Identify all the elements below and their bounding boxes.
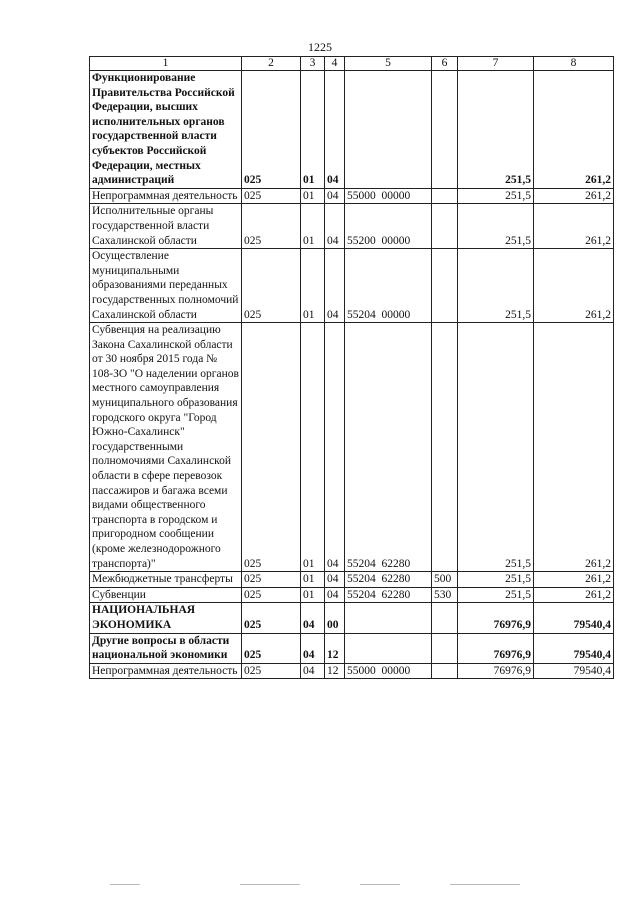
row-section: 01 (301, 249, 325, 323)
row-target-article (345, 71, 432, 189)
row-target-article: 55204 62280 (345, 572, 432, 588)
row-target-article (345, 633, 432, 663)
row-target-article: 55000 00000 (345, 188, 432, 204)
row-target-article: 55204 62280 (345, 323, 432, 572)
row-admin-code: 025 (242, 633, 301, 663)
row-amount-col7: 76976,9 (458, 663, 534, 679)
row-name: Осуществление муниципальными образованиями переданных государственных полномочий Сахалинской области (90, 249, 242, 323)
row-target-article: 55000 00000 (345, 663, 432, 679)
table-row (90, 633, 614, 663)
row-expense-type (432, 323, 458, 572)
row-section: 01 (301, 323, 325, 572)
row-amount-col8: 261,2 (534, 323, 614, 572)
row-amount-col8: 261,2 (534, 188, 614, 204)
row-admin-code: 025 (242, 204, 301, 249)
row-amount-col7: 251,5 (458, 188, 534, 204)
table-row (90, 188, 614, 204)
row-expense-type: 500 (432, 572, 458, 588)
row-admin-code: 025 (242, 572, 301, 588)
table-row (90, 587, 614, 603)
header-col-4: 4 (325, 57, 345, 71)
row-expense-type (432, 249, 458, 323)
row-name: Непрограммная деятельность (90, 663, 242, 679)
row-amount-col8: 261,2 (534, 587, 614, 603)
row-admin-code: 025 (242, 663, 301, 679)
header-col-5: 5 (345, 57, 432, 71)
row-amount-col8: 79540,4 (534, 633, 614, 663)
row-amount-col8: 261,2 (534, 71, 614, 189)
row-section: 01 (301, 587, 325, 603)
row-amount-col8: 261,2 (534, 249, 614, 323)
row-subsection: 04 (325, 249, 345, 323)
row-section: 01 (301, 204, 325, 249)
row-expense-type (432, 663, 458, 679)
row-expense-type (432, 204, 458, 249)
header-col-2: 2 (242, 57, 301, 71)
row-expense-type (432, 603, 458, 633)
table-row (90, 603, 614, 633)
row-amount-col8: 79540,4 (534, 663, 614, 679)
row-name: Межбюджетные трансферты (90, 572, 242, 588)
row-name: Субвенция на реализацию Закона Сахалинской области от 30 ноября 2015 года № 108-ЗО "О наделении органов местного самоуправления муниципального образования городского округа "Город Южно-Сахалинск" государственными полномочиями Сахалинской области в сфере перевозок пассажиров и багажа всеми видами общественного транспорта в городском и пригородном сообщении (кроме железнодорожного транспорта)" (90, 323, 242, 572)
row-subsection: 04 (325, 204, 345, 249)
table-row (90, 572, 614, 588)
row-target-article: 55204 00000 (345, 249, 432, 323)
row-name: Функционирование Правительства Российской Федерации, высших исполнительных органов государственной власти субъектов Российской Федерации, местных администраций (90, 71, 242, 189)
header-col-7: 7 (458, 57, 534, 71)
row-amount-col7: 76976,9 (458, 603, 534, 633)
row-section: 04 (301, 603, 325, 633)
row-admin-code: 025 (242, 323, 301, 572)
row-name: Исполнительные органы государственной власти Сахалинской области (90, 204, 242, 249)
row-admin-code: 025 (242, 249, 301, 323)
budget-table (89, 56, 614, 679)
row-section: 01 (301, 71, 325, 189)
row-amount-col8: 261,2 (534, 204, 614, 249)
row-expense-type (432, 633, 458, 663)
header-col-6: 6 (432, 57, 458, 71)
row-admin-code: 025 (242, 71, 301, 189)
row-target-article: 55204 62280 (345, 587, 432, 603)
row-subsection: 04 (325, 572, 345, 588)
table-row (90, 71, 614, 189)
row-subsection: 04 (325, 188, 345, 204)
row-section: 01 (301, 572, 325, 588)
row-admin-code: 025 (242, 188, 301, 204)
row-amount-col7: 251,5 (458, 204, 534, 249)
row-admin-code: 025 (242, 587, 301, 603)
row-amount-col7: 251,5 (458, 572, 534, 588)
header-col-8: 8 (534, 57, 614, 71)
row-name: НАЦИОНАЛЬНАЯ ЭКОНОМИКА (90, 603, 242, 633)
row-name: Субвенции (90, 587, 242, 603)
row-target-article: 55200 00000 (345, 204, 432, 249)
row-amount-col8: 79540,4 (534, 603, 614, 633)
header-col-1: 1 (90, 57, 242, 71)
row-subsection: 04 (325, 323, 345, 572)
row-name: Непрограммная деятельность (90, 188, 242, 204)
row-name: Другие вопросы в области национальной экономики (90, 633, 242, 663)
row-expense-type: 530 (432, 587, 458, 603)
row-subsection: 12 (325, 663, 345, 679)
row-amount-col7: 251,5 (458, 587, 534, 603)
page-number: 1225 (308, 40, 332, 54)
scan-noise (0, 880, 640, 892)
row-section: 01 (301, 188, 325, 204)
row-target-article (345, 603, 432, 633)
header-row (90, 57, 614, 71)
table-row (90, 249, 614, 323)
table-row (90, 323, 614, 572)
row-amount-col7: 76976,9 (458, 633, 534, 663)
row-expense-type (432, 71, 458, 189)
row-amount-col7: 251,5 (458, 323, 534, 572)
row-subsection: 04 (325, 587, 345, 603)
row-amount-col8: 261,2 (534, 572, 614, 588)
row-section: 04 (301, 633, 325, 663)
header-col-3: 3 (301, 57, 325, 71)
row-section: 04 (301, 663, 325, 679)
row-amount-col7: 251,5 (458, 249, 534, 323)
row-amount-col7: 251,5 (458, 71, 534, 189)
row-expense-type (432, 188, 458, 204)
table-row (90, 204, 614, 249)
row-subsection: 04 (325, 71, 345, 189)
table-row (90, 663, 614, 679)
row-admin-code: 025 (242, 603, 301, 633)
row-subsection: 00 (325, 603, 345, 633)
row-subsection: 12 (325, 633, 345, 663)
